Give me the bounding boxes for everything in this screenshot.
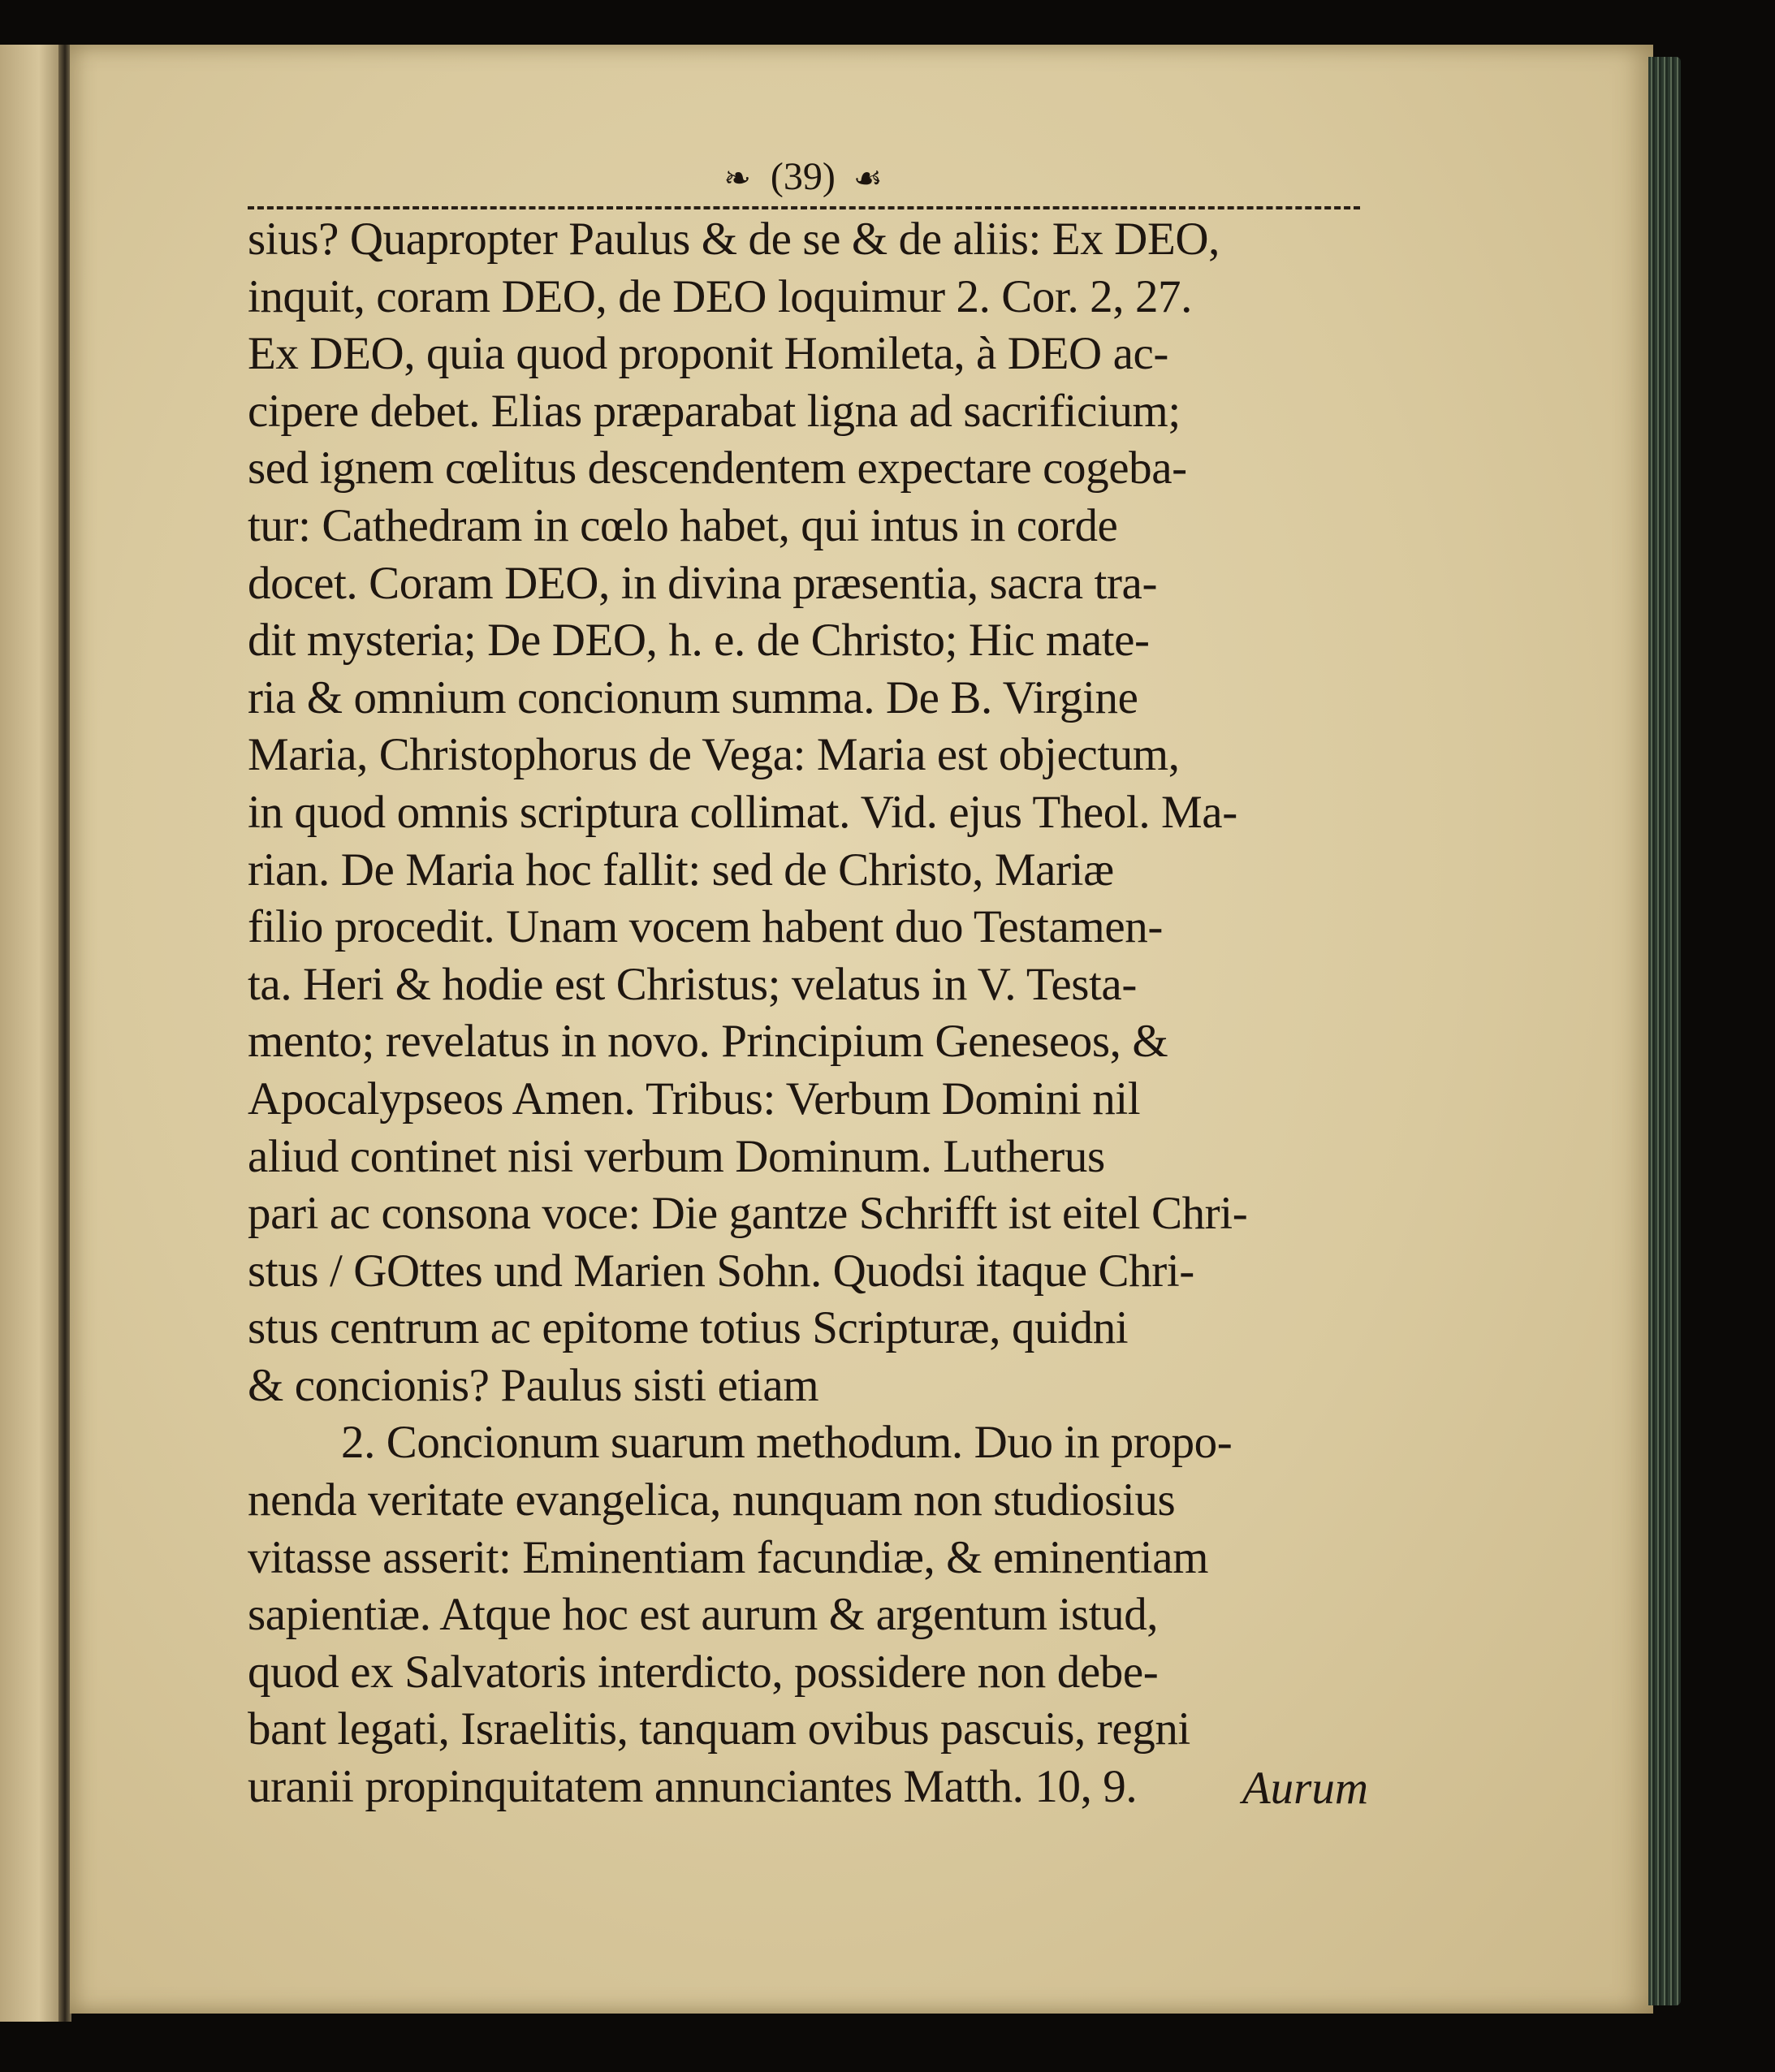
text-line-paragraph-start: 2. Concionum suarum methodum. Duo in propo- — [341, 1417, 1233, 1469]
text-line: docet. Coram DEO, in divina præsentia, sacra tra- — [248, 557, 1158, 609]
text-line: in quod omnis scriptura collimat. Vid. ejus Theol. Ma- — [248, 786, 1237, 838]
text-line: nenda veritate evangelica, nunquam non studiosius — [248, 1474, 1176, 1526]
text-line: sapientiæ. Atque hoc est aurum & argentum istud, — [248, 1589, 1159, 1641]
text-line: mento; revelatus in novo. Principium Geneseos, & — [248, 1016, 1168, 1068]
text-line: & concionis? Paulus sisti etiam — [248, 1359, 819, 1411]
text-line: dit mysteria; De DEO, h. e. de Christo; Hic mate- — [248, 615, 1150, 667]
text-line: bant legati, Israelitis, tanquam ovibus pascuis, regni — [248, 1703, 1190, 1755]
page-header — [248, 154, 1360, 203]
text-line: Maria, Christophorus de Vega: Maria est objectum, — [248, 729, 1180, 781]
catchword: Aurum — [1242, 1763, 1368, 1814]
text-line: tur: Cathedram in cœlo habet, qui intus in corde — [248, 499, 1118, 551]
text-line: stus / GOttes und Marien Sohn. Quodsi itaque Chri- — [248, 1245, 1194, 1297]
text-line: inquit, coram DEO, de DEO loquimur 2. Cor. 2, 27. — [248, 270, 1193, 322]
right-ornament: ☙ — [853, 160, 884, 196]
text-line: ria & omnium concionum summa. De B. Virgine — [248, 671, 1138, 723]
text-line: stus centrum ac epitome totius Scripturæ, quidni — [248, 1302, 1129, 1354]
left-ornament: ❧ — [723, 160, 753, 196]
text-line: sed ignem cœlitus descendentem expectare cogeba- — [248, 442, 1187, 494]
text-line: Apocalypseos Amen. Tribus: Verbum Domini nil — [248, 1073, 1141, 1124]
body-text — [248, 211, 1368, 1816]
text-line: sius? Quapropter Paulus & de se & de aliis: Ex DEO, — [248, 214, 1220, 265]
text-line: aliud continet nisi verbum Dominum. Lutherus — [248, 1130, 1105, 1182]
text-line: vitasse asserit: Eminentiam facundiæ, & eminentiam — [248, 1531, 1209, 1583]
text-line: filio procedit. Unam vocem habent duo Testamen- — [248, 901, 1163, 953]
text-line: Ex DEO, quia quod proponit Homileta, à DEO ac- — [248, 328, 1168, 380]
page-number: (39) — [770, 155, 836, 198]
text-line: pari ac consona voce: Die gantze Schrifft ist eitel Chri- — [248, 1188, 1248, 1240]
text-line: cipere debet. Elias præparabat ligna ad sacrificium; — [248, 385, 1181, 437]
left-page-edge — [0, 45, 65, 2022]
text-line: uranii propinquitatem annunciantes Matth. 10, 9. — [248, 1761, 1138, 1813]
page-stack-edge — [1648, 57, 1681, 2005]
text-line: quod ex Salvatoris interdicto, possidere non debe- — [248, 1646, 1159, 1698]
text-line: ta. Heri & hodie est Christus; velatus in V. Testa- — [248, 958, 1137, 1010]
text-line: rian. De Maria hoc fallit: sed de Christo, Mariæ — [248, 844, 1114, 896]
